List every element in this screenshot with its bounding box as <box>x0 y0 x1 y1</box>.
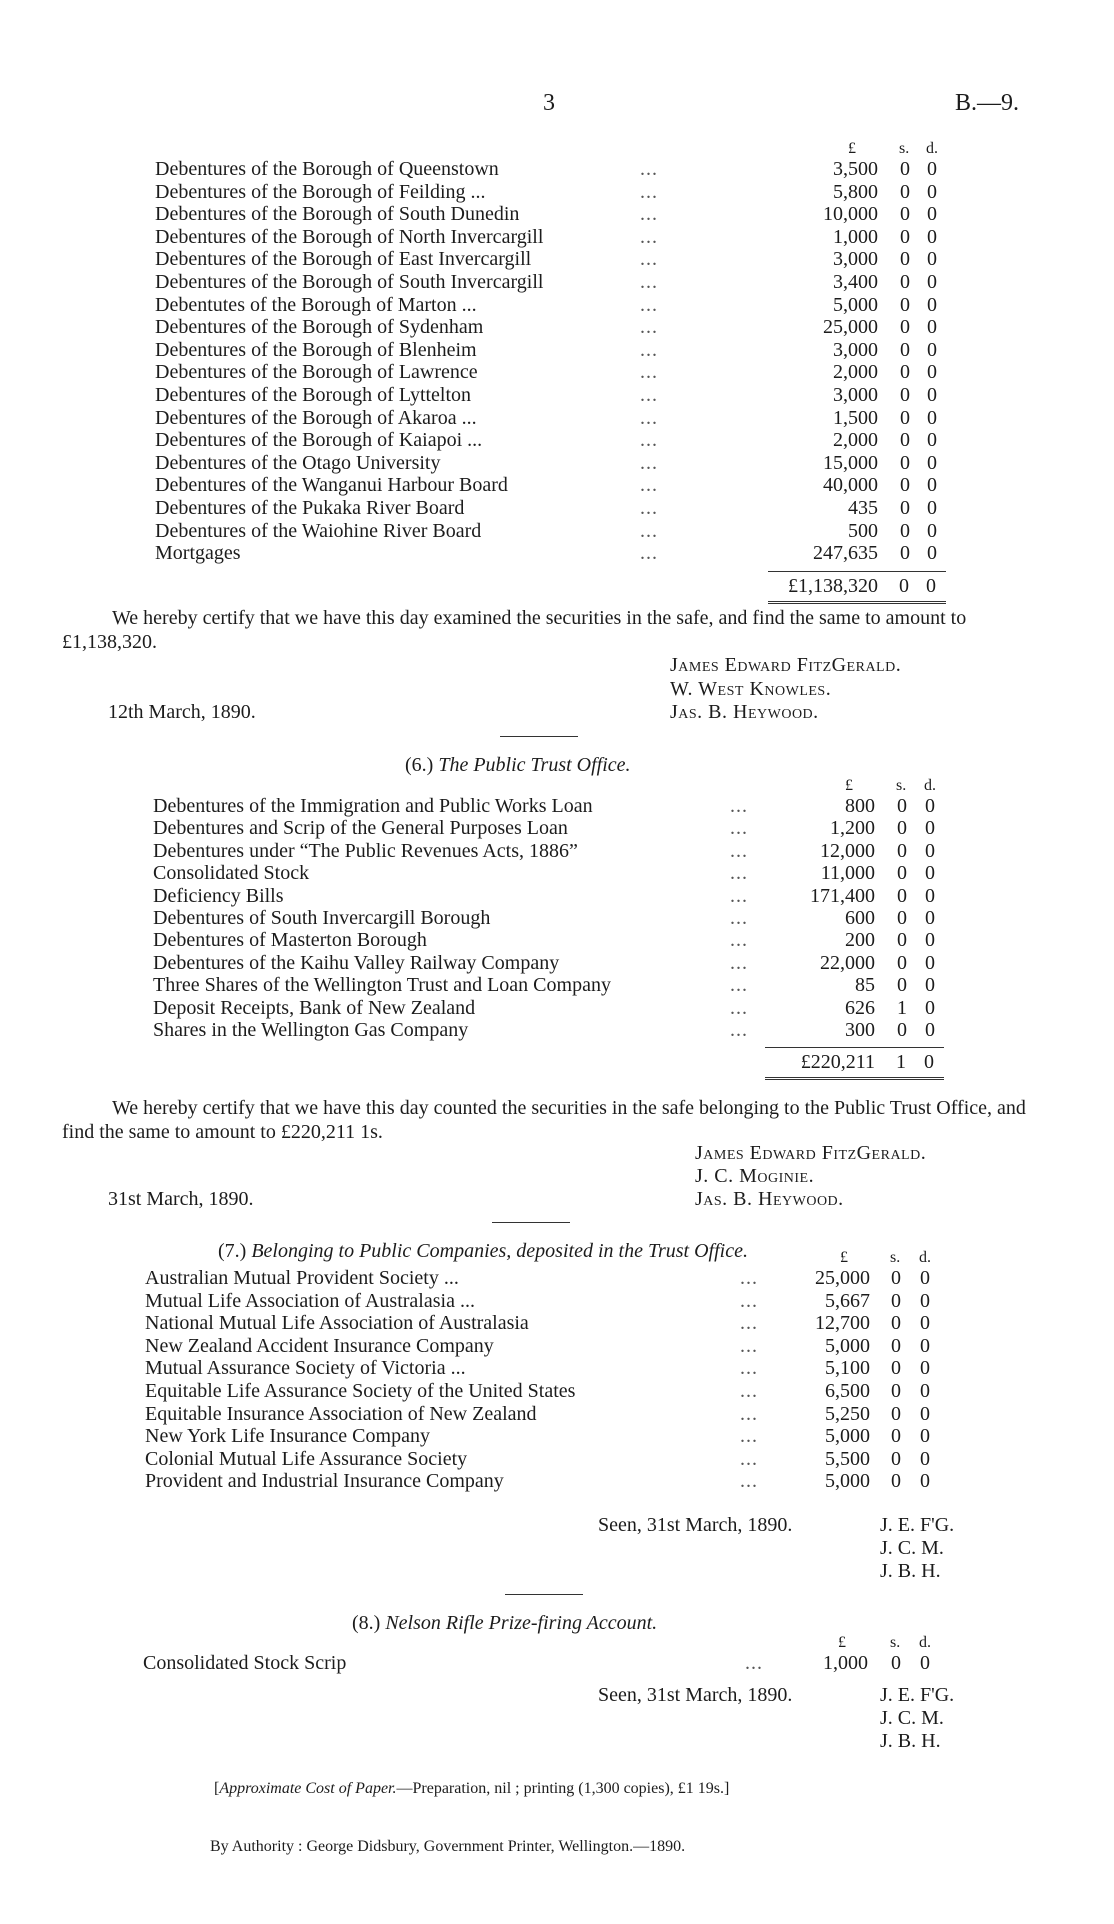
row-label: Equitable Life Assurance Society of the United States <box>145 1380 576 1402</box>
leader-dots: ... <box>740 1447 758 1470</box>
ledger-row <box>153 840 944 862</box>
row-shillings: 0 <box>891 1380 901 1402</box>
row-shillings: 0 <box>900 180 910 203</box>
signatory-2: W. West Knowles. <box>670 678 832 700</box>
row-shillings: 0 <box>900 248 910 271</box>
ledger-row <box>153 1019 944 1041</box>
initials-7-3: J. B. H. <box>880 1560 941 1582</box>
row-pence: 0 <box>925 817 935 840</box>
row-pence: 0 <box>925 884 935 907</box>
row-shillings: 0 <box>891 1447 901 1470</box>
row-pence: 0 <box>927 497 937 519</box>
row-shillings: 0 <box>891 1334 901 1357</box>
divider <box>505 1594 583 1595</box>
row-pence: 0 <box>927 180 937 203</box>
row-pence: 0 <box>925 1019 935 1041</box>
shillings-column-header: s. <box>899 140 910 157</box>
row-label: Debentures of the Otago University <box>155 451 441 474</box>
row-amount: 5,250 <box>825 1402 870 1425</box>
section-7-number: (7.) <box>218 1240 247 1262</box>
ledger-row <box>155 542 946 564</box>
certificate-6: We hereby certify that we have this day counted the securities in the safe belonging to the Public Trust Office, and find the same to amount to £220,211 1s. <box>62 1097 1026 1143</box>
row-pence: 0 <box>920 1470 930 1493</box>
total-double-rule <box>765 1077 944 1080</box>
ledger-row <box>155 181 946 203</box>
row-shillings: 0 <box>900 451 910 474</box>
row-amount: 2,000 <box>833 429 878 452</box>
row-amount: 1,000 <box>833 225 878 248</box>
shillings-column-header: s. <box>890 1634 901 1651</box>
ledger-row <box>155 407 946 429</box>
leader-dots: ... <box>740 1334 758 1357</box>
leader-dots: ... <box>730 817 748 840</box>
ledger-row <box>145 1357 939 1379</box>
row-pence: 0 <box>927 429 937 452</box>
row-shillings: 0 <box>900 225 910 248</box>
row-amount: 5,500 <box>825 1447 870 1470</box>
row-shillings: 0 <box>900 158 910 180</box>
row-label: Mutual Assurance Society of Victoria ... <box>145 1357 466 1380</box>
pounds-column-header: £ <box>838 1634 846 1651</box>
cost-text: —Preparation, nil ; printing (1,300 copies), £1 19s. <box>396 1780 725 1797</box>
leader-dots: ... <box>640 451 658 474</box>
row-label: Consolidated Stock Scrip <box>143 1652 347 1674</box>
row-label: Equitable Insurance Association of New Zealand <box>145 1402 537 1425</box>
leader-dots: ... <box>640 271 658 293</box>
leader-dots: ... <box>640 338 658 361</box>
row-pence: 0 <box>920 1312 930 1335</box>
ledger-row <box>155 429 946 451</box>
row-label: Debentures of Masterton Borough <box>153 929 427 952</box>
row-pence: 0 <box>927 519 937 542</box>
ledger-row <box>143 1652 939 1674</box>
row-label: Debentures of the Pukaka River Board <box>155 497 465 519</box>
date-6: 31st March, 1890. <box>108 1188 254 1210</box>
leader-dots: ... <box>640 474 658 497</box>
total-rule <box>768 571 946 572</box>
row-shillings: 0 <box>900 474 910 497</box>
total-pence: 0 <box>926 574 936 597</box>
seen-7: Seen, 31st March, 1890. <box>598 1514 793 1536</box>
row-amount: 5,667 <box>825 1289 870 1312</box>
row-pence: 0 <box>927 316 937 339</box>
signatory-3: Jas. B. Heywood. <box>670 701 819 723</box>
leader-dots: ... <box>740 1312 758 1335</box>
signatory-6-1: James Edward FitzGerald. <box>695 1142 927 1164</box>
leader-dots: ... <box>730 974 748 997</box>
row-pence: 0 <box>925 795 935 817</box>
row-label: Debentures of the Borough of Lyttelton <box>155 384 472 406</box>
ledger-row <box>155 452 946 474</box>
row-shillings: 0 <box>900 316 910 339</box>
cost-label: Approximate Cost of Paper. <box>219 1780 397 1797</box>
row-label: Debentures of the Borough of Akaroa ... <box>155 406 477 429</box>
leader-dots: ... <box>640 293 658 316</box>
row-label: Debentutes of the Borough of Marton ... <box>155 293 477 316</box>
row-pence: 0 <box>927 361 937 384</box>
shillings-column-header: s. <box>890 1249 901 1266</box>
row-amount: 171,400 <box>810 884 875 907</box>
leader-dots: ... <box>740 1402 758 1425</box>
section-8-number: (8.) <box>352 1612 381 1634</box>
ledger-row <box>145 1403 939 1425</box>
ledger-row <box>153 817 944 839</box>
section-6-heading <box>405 754 631 777</box>
row-label: Debentures of the Kaihu Valley Railway Company <box>153 951 560 974</box>
row-shillings: 0 <box>900 361 910 384</box>
section-7-heading <box>218 1240 748 1263</box>
row-amount: 200 <box>845 929 875 952</box>
row-amount: 3,500 <box>833 158 878 180</box>
row-pence: 0 <box>927 451 937 474</box>
row-amount: 25,000 <box>823 316 878 339</box>
total-shillings: 1 <box>896 1051 906 1074</box>
row-shillings: 0 <box>900 338 910 361</box>
leader-dots: ... <box>730 996 748 1019</box>
row-pence: 0 <box>925 929 935 952</box>
signatory-1: James Edward FitzGerald. <box>670 654 902 676</box>
ledger-row <box>155 520 946 542</box>
row-amount: 11,000 <box>820 862 875 885</box>
row-amount: 5,100 <box>825 1357 870 1380</box>
leader-dots: ... <box>730 1019 748 1041</box>
row-shillings: 0 <box>900 203 910 226</box>
ledger-row <box>155 158 946 180</box>
total-amount: £220,211 <box>800 1051 875 1074</box>
leader-dots: ... <box>740 1470 758 1493</box>
total-amount: £1,138,320 <box>788 574 878 597</box>
leader-dots: ... <box>740 1267 758 1289</box>
row-label: Colonial Mutual Life Assurance Society <box>145 1447 468 1470</box>
row-amount: 5,000 <box>825 1334 870 1357</box>
row-shillings: 0 <box>891 1289 901 1312</box>
row-label: New York Life Insurance Company <box>145 1425 430 1448</box>
pounds-column-header: £ <box>840 1249 848 1266</box>
row-shillings: 0 <box>891 1267 901 1289</box>
ledger-row <box>153 795 944 817</box>
row-amount: 5,000 <box>825 1470 870 1493</box>
series-reference: B.—9. <box>955 90 1020 116</box>
leader-dots: ... <box>640 429 658 452</box>
leader-dots: ... <box>640 519 658 542</box>
row-label: Debentures of the Borough of Queenstown <box>155 158 499 180</box>
certificate-top: We hereby certify that we have this day examined the securities in the safe, and find the same to amount to £1,138,320. <box>62 607 967 653</box>
leader-dots: ... <box>730 951 748 974</box>
section-7-title: Belonging to Public Companies, deposited in the Trust Office. <box>251 1240 748 1262</box>
ledger-row <box>155 248 946 270</box>
ledger-row <box>153 862 944 884</box>
row-amount: 300 <box>845 1019 875 1041</box>
initials-8-1: J. E. F'G. <box>880 1684 955 1706</box>
ledger-row <box>155 271 946 293</box>
row-pence: 0 <box>920 1425 930 1448</box>
row-shillings: 0 <box>891 1425 901 1448</box>
row-pence: 0 <box>920 1357 930 1380</box>
row-shillings: 0 <box>897 795 907 817</box>
pounds-column-header: £ <box>845 777 853 794</box>
row-label: Debentures of the Borough of Lawrence <box>155 361 478 384</box>
ledger-row <box>155 339 946 361</box>
signatory-6-2: J. C. Moginie. <box>695 1165 815 1187</box>
row-label: Mortgages <box>155 542 241 565</box>
leader-dots: ... <box>640 203 658 226</box>
row-label: Debentures of the Borough of South Dunedin <box>155 203 520 226</box>
row-pence: 0 <box>927 384 937 406</box>
row-pence: 0 <box>927 338 937 361</box>
row-label: Debentures of the Wanganui Harbour Board <box>155 474 508 497</box>
ledger-row <box>145 1448 939 1470</box>
row-amount: 15,000 <box>823 451 878 474</box>
row-shillings: 0 <box>900 406 910 429</box>
row-label: National Mutual Life Association of Australasia <box>145 1312 529 1335</box>
row-label: Debentures of the Borough of Kaiapoi ... <box>155 429 483 452</box>
leader-dots: ... <box>730 839 748 862</box>
signatory-6-3: Jas. B. Heywood. <box>695 1188 844 1210</box>
row-amount: 5,000 <box>833 293 878 316</box>
page-number: 3 <box>543 90 555 116</box>
leader-dots: ... <box>730 907 748 929</box>
row-amount: 247,635 <box>813 542 878 565</box>
row-shillings: 0 <box>891 1357 901 1380</box>
row-amount: 6,500 <box>825 1380 870 1402</box>
row-label: Consolidated Stock <box>153 862 310 885</box>
row-amount: 5,000 <box>825 1425 870 1448</box>
row-amount: 12,000 <box>820 839 875 862</box>
leader-dots: ... <box>640 180 658 203</box>
row-amount: 3,400 <box>833 271 878 293</box>
initials-7-2: J. C. M. <box>880 1537 944 1559</box>
row-pence: 0 <box>920 1267 930 1289</box>
row-amount: 500 <box>848 519 878 542</box>
ledger-row <box>145 1312 939 1334</box>
leader-dots: ... <box>640 158 658 180</box>
total-rule <box>765 1047 944 1048</box>
ledger-row <box>145 1290 939 1312</box>
row-pence: 0 <box>920 1334 930 1357</box>
row-label: Shares in the Wellington Gas Company <box>153 1019 469 1041</box>
ledger-row <box>153 997 944 1019</box>
leader-dots: ... <box>745 1652 763 1674</box>
row-pence: 0 <box>920 1447 930 1470</box>
row-pence: 0 <box>920 1289 930 1312</box>
total-shillings: 0 <box>899 574 909 597</box>
row-amount: 12,700 <box>815 1312 870 1335</box>
row-label: Debentures of the Borough of Sydenham <box>155 316 484 339</box>
pence-column-header: d. <box>924 777 936 794</box>
pounds-column-header: £ <box>848 140 856 157</box>
row-amount: 5,800 <box>833 180 878 203</box>
ledger-row <box>145 1335 939 1357</box>
row-amount: 2,000 <box>833 361 878 384</box>
ledger-row <box>155 474 946 496</box>
pence-column-header: d. <box>919 1249 931 1266</box>
row-pence: 0 <box>920 1652 930 1674</box>
row-label: Debentures of the Borough of Blenheim <box>155 338 477 361</box>
row-amount: 800 <box>845 795 875 817</box>
row-amount: 435 <box>848 497 878 519</box>
row-pence: 0 <box>920 1380 930 1402</box>
row-amount: 600 <box>845 907 875 929</box>
pence-column-header: d. <box>919 1634 931 1651</box>
divider <box>500 736 578 737</box>
section-6-number: (6.) <box>405 754 434 776</box>
row-shillings: 0 <box>900 542 910 565</box>
pence-column-header: d. <box>926 140 938 157</box>
row-pence: 0 <box>927 293 937 316</box>
row-amount: 85 <box>855 974 875 997</box>
initials-8-2: J. C. M. <box>880 1707 944 1729</box>
initials-8-3: J. B. H. <box>880 1730 941 1752</box>
leader-dots: ... <box>730 862 748 885</box>
cost-note: [Approximate Cost of Paper.—Preparation, nil ; printing (1,300 copies), £1 19s.] <box>214 1780 730 1797</box>
leader-dots: ... <box>740 1357 758 1380</box>
row-label: Debentures of the Immigration and Public Works Loan <box>153 795 593 817</box>
row-amount: 626 <box>845 996 875 1019</box>
row-shillings: 0 <box>891 1402 901 1425</box>
ledger-row <box>153 885 944 907</box>
printer-authority: By Authority : George Didsbury, Government Printer, Wellington.—1890. <box>210 1838 686 1855</box>
section-6-title: The Public Trust Office. <box>438 754 631 776</box>
row-label: Three Shares of the Wellington Trust and Loan Company <box>153 974 611 997</box>
row-amount: 1,200 <box>830 817 875 840</box>
ledger-row <box>153 907 944 929</box>
row-shillings: 0 <box>891 1652 901 1674</box>
row-pence: 0 <box>927 406 937 429</box>
row-pence: 0 <box>927 203 937 226</box>
leader-dots: ... <box>640 384 658 406</box>
row-label: Debentures under “The Public Revenues Acts, 1886” <box>153 839 578 862</box>
row-pence: 0 <box>925 974 935 997</box>
row-amount: 25,000 <box>815 1267 870 1289</box>
row-pence: 0 <box>925 907 935 929</box>
initials-7-1: J. E. F'G. <box>880 1514 955 1536</box>
shillings-column-header: s. <box>896 777 907 794</box>
row-label: Deficiency Bills <box>153 884 284 907</box>
row-shillings: 0 <box>897 907 907 929</box>
row-label: Debentures of South Invercargill Borough <box>153 907 491 929</box>
leader-dots: ... <box>730 795 748 817</box>
row-amount: 1,000 <box>823 1652 868 1674</box>
leader-dots: ... <box>740 1380 758 1402</box>
row-label: Mutual Life Association of Australasia ... <box>145 1289 475 1312</box>
row-pence: 0 <box>925 996 935 1019</box>
ledger-row <box>153 929 944 951</box>
row-pence: 0 <box>927 158 937 180</box>
row-pence: 0 <box>927 248 937 271</box>
ledger-row <box>155 226 946 248</box>
row-shillings: 0 <box>897 817 907 840</box>
ledger-row <box>145 1425 939 1447</box>
row-shillings: 0 <box>897 1019 907 1041</box>
row-shillings: 0 <box>897 862 907 885</box>
row-shillings: 0 <box>897 929 907 952</box>
leader-dots: ... <box>730 884 748 907</box>
row-amount: 22,000 <box>820 951 875 974</box>
row-label: Debentures and Scrip of the General Purposes Loan <box>153 817 568 840</box>
leader-dots: ... <box>640 225 658 248</box>
ledger-row <box>145 1267 939 1289</box>
row-label: Debentures of the Waiohine River Board <box>155 519 482 542</box>
leader-dots: ... <box>640 497 658 519</box>
ledger-row <box>145 1470 939 1492</box>
row-shillings: 0 <box>897 884 907 907</box>
row-pence: 0 <box>925 862 935 885</box>
row-amount: 3,000 <box>833 338 878 361</box>
row-amount: 3,000 <box>833 384 878 406</box>
leader-dots: ... <box>730 929 748 952</box>
total-pence: 0 <box>924 1051 934 1074</box>
row-pence: 0 <box>925 951 935 974</box>
ledger-row <box>153 974 944 996</box>
leader-dots: ... <box>640 361 658 384</box>
leader-dots: ... <box>640 406 658 429</box>
ledger-row <box>155 203 946 225</box>
row-pence: 0 <box>920 1402 930 1425</box>
seen-8: Seen, 31st March, 1890. <box>598 1684 793 1706</box>
row-shillings: 0 <box>900 497 910 519</box>
row-label: Debentures of the Borough of South Invercargill <box>155 271 544 293</box>
row-label: Australian Mutual Provident Society ... <box>145 1267 459 1289</box>
row-amount: 3,000 <box>833 248 878 271</box>
row-shillings: 0 <box>897 839 907 862</box>
leader-dots: ... <box>740 1425 758 1448</box>
ledger-row <box>155 361 946 383</box>
row-label: Debentures of the Borough of East Invercargill <box>155 248 532 271</box>
row-shillings: 0 <box>891 1312 901 1335</box>
leader-dots: ... <box>640 542 658 565</box>
row-shillings: 0 <box>891 1470 901 1493</box>
row-label: Deposit Receipts, Bank of New Zealand <box>153 996 476 1019</box>
row-pence: 0 <box>927 542 937 565</box>
leader-dots: ... <box>740 1289 758 1312</box>
row-label: Debentures of the Borough of Feilding ... <box>155 180 486 203</box>
section-8-heading <box>352 1612 657 1635</box>
date-top: 12th March, 1890. <box>108 701 256 723</box>
row-label: Provident and Industrial Insurance Company <box>145 1470 504 1493</box>
row-label: Debentures of the Borough of North Invercargill <box>155 225 544 248</box>
ledger-row <box>153 952 944 974</box>
divider <box>492 1222 570 1223</box>
row-amount: 1,500 <box>833 406 878 429</box>
row-shillings: 0 <box>900 429 910 452</box>
row-pence: 0 <box>927 474 937 497</box>
row-shillings: 0 <box>900 519 910 542</box>
row-pence: 0 <box>925 839 935 862</box>
leader-dots: ... <box>640 248 658 271</box>
ledger-row <box>155 294 946 316</box>
row-pence: 0 <box>927 271 937 293</box>
row-amount: 10,000 <box>823 203 878 226</box>
row-amount: 40,000 <box>823 474 878 497</box>
row-shillings: 0 <box>897 974 907 997</box>
row-shillings: 0 <box>900 384 910 406</box>
row-shillings: 0 <box>900 271 910 293</box>
ledger-row <box>145 1380 939 1402</box>
total-double-rule <box>768 601 946 604</box>
row-pence: 0 <box>927 225 937 248</box>
row-label: New Zealand Accident Insurance Company <box>145 1334 494 1357</box>
leader-dots: ... <box>640 316 658 339</box>
row-shillings: 0 <box>900 293 910 316</box>
ledger-row <box>155 316 946 338</box>
section-8-title: Nelson Rifle Prize-firing Account. <box>385 1612 658 1634</box>
ledger-row <box>155 497 946 519</box>
ledger-row <box>155 384 946 406</box>
row-shillings: 0 <box>897 951 907 974</box>
row-shillings: 1 <box>897 996 907 1019</box>
